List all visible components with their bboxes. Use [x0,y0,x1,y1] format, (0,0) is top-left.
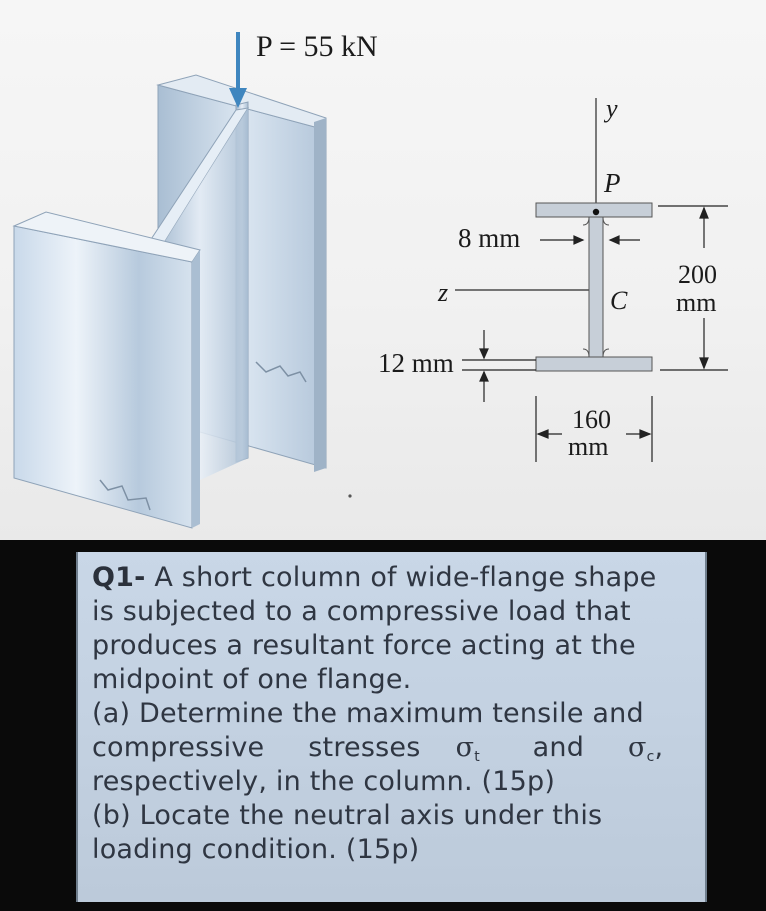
question-line-4: midpoint of one flange. [92,664,412,695]
part-a-line-2 [92,734,663,764]
word-and: and [532,732,585,763]
question-line-2: is subjected to a compressive load that [92,596,631,627]
part-a-line-1: (a) Determine the maximum tensile and [92,698,644,729]
sigma-t-subscript: t [474,749,480,765]
width-unit-label: mm [568,432,609,461]
axis-z-label: z [438,278,449,307]
sigma-c-subscript: c [646,749,655,765]
web-thickness-label: 8 mm [458,223,521,253]
speck [348,494,351,497]
question-number: Q1- [92,562,146,593]
flange-thickness-label: 12 mm [378,348,454,378]
load-label: P = 55 kN [256,30,378,63]
question-text-1: A short column of wide-flange shape [154,562,657,593]
word-stresses: stresses [308,732,421,763]
height-value-label: 200 [678,260,717,289]
sigma-c-symbol: σ [627,732,647,763]
part-b-line-2: loading condition. (15p) [92,834,420,865]
part-b-line-1: (b) Locate the neutral axis under this [92,800,603,831]
width-value-label: 160 [572,405,611,434]
word-compressive: compressive [92,732,265,763]
question-panel [76,552,707,902]
line-end-comma: , [654,732,664,763]
axis-y-label: y [606,94,618,123]
height-unit-label: mm [676,288,717,317]
point-p-label: P [604,168,621,198]
sigma-t-symbol: σ [455,732,475,763]
question-line-3: produces a resultant force acting at the [92,630,636,661]
centroid-label: C [610,286,628,315]
question-line-1 [92,564,657,591]
part-a-line-3: respectively, in the column. (15p) [92,766,556,797]
